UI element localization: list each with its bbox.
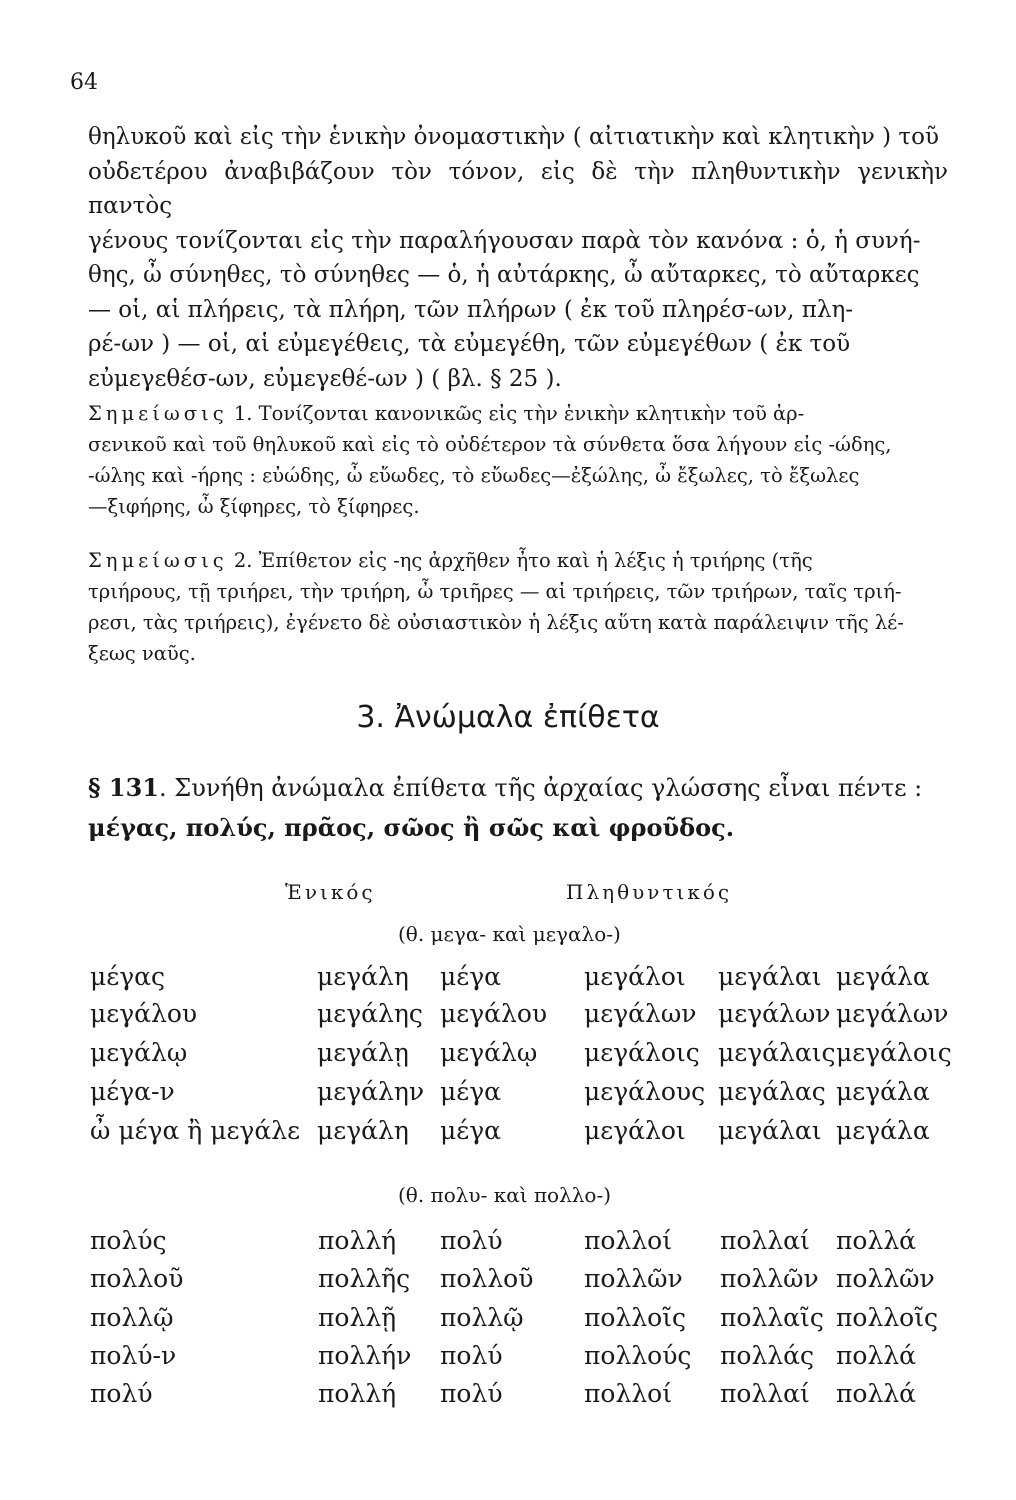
table-cell: πολλῷ (90, 1303, 174, 1332)
table-cell: μεγάλαις (718, 1038, 836, 1067)
table-cell: μεγάλοι (584, 962, 686, 991)
table-cell: μεγάλοι (584, 1116, 686, 1145)
table-row (0, 1077, 1016, 1117)
table-cell: μεγάλα (836, 1077, 930, 1106)
table-cell: πολλῶν (720, 1264, 819, 1293)
section-number: § 131 (88, 773, 160, 802)
table-cell: μεγάλου (440, 999, 548, 1028)
table-cell: πολλαῖς (720, 1303, 824, 1332)
note-text: 2. Ἐπίθετον εἰς -ης ἀρχῆθεν ἦτο καὶ ἡ λέξις ἡ τριήρης (τῆς (233, 549, 813, 572)
table-cell: μεγάλων (584, 999, 697, 1028)
table-cell: πολλοί (584, 1379, 673, 1408)
table-row (0, 1303, 1016, 1343)
table-cell: πολλά (836, 1341, 917, 1370)
note-2 (88, 545, 948, 669)
note-line: σενικοῦ καὶ τοῦ θηλυκοῦ καὶ εἰς τὸ οὐδέτερον τὰ σύνθετα ὅσα λήγουν εἰς -ώδης, (88, 433, 892, 456)
paragraph-line: θης, ὦ σύνηθες, τὸ σύνηθες — ὁ, ἡ αὐτάρκης, ὦ αὔταρκες, τὸ αὔταρκες (88, 262, 920, 288)
table-cell: πολύ (440, 1226, 503, 1255)
table-cell: μεγάλαι (718, 962, 822, 991)
table-cell: πολλούς (584, 1341, 692, 1370)
table-cell: πολλαί (720, 1226, 810, 1255)
paragraph-line: οὐδετέρου ἀναβιβάζουν τὸν τόνον, εἰς δὲ τὴν πληθυντικὴν γενικὴν παντὸς (88, 158, 948, 219)
paragraph-line: — οἱ, αἱ πλήρεις, τὰ πλήρη, τῶν πλήρων ( ἐκ τοῦ πληρέσ-ων, πλη- (88, 296, 854, 323)
note-1 (88, 398, 948, 522)
table-cell: μεγάλας (718, 1077, 826, 1106)
table-cell: πολύ (440, 1341, 503, 1370)
table-cell: μέγα-ν (90, 1077, 175, 1106)
table-cell: πολλοί (584, 1226, 673, 1255)
table-cell: μεγάλην (317, 1077, 425, 1106)
header-plural: Πληθυντικός (566, 880, 733, 904)
section-adjective-list (88, 808, 968, 848)
section-line (88, 768, 968, 808)
section-heading: 3. Ἀνώμαλα ἐπίθετα (356, 700, 660, 735)
table-cell: πολλοῖς (584, 1303, 687, 1332)
table-cell: μεγάλων (836, 999, 949, 1028)
table-row (0, 1038, 1016, 1078)
table-cell: πολύ (440, 1379, 503, 1408)
table-cell: μεγάλης (317, 999, 423, 1028)
page-number: 64 (70, 70, 98, 95)
table-cell: μέγα (440, 1077, 502, 1106)
paragraph-line: ρέ-ων ) — οἱ, αἱ εὐμεγέθεις, τὰ εὐμεγέθη, τῶν εὐμεγέθων ( ἐκ τοῦ (88, 331, 851, 357)
table-cell: πολλοῖς (836, 1303, 939, 1332)
table-cell: ὦ μέγα ἢ μεγάλε (90, 1116, 301, 1145)
body-paragraph (88, 120, 948, 396)
table-cell: πολλῷ (440, 1303, 524, 1332)
section-text: . Συνήθη ἀνώμαλα ἐπίθετα τῆς ἀρχαίας γλώσσης εἶναι πέντε : (159, 774, 923, 802)
table-cell: πολλή (318, 1226, 397, 1255)
paragraph-line: γένους τονίζονται εἰς τὴν παραλήγουσαν παρὰ τὸν κανόνα : ὁ, ἡ συνή- (88, 227, 921, 254)
table-cell: μεγάλους (584, 1077, 706, 1106)
table-row (0, 1264, 1016, 1304)
table-cell: μεγάλα (836, 962, 930, 991)
stem-label-1: (θ. μεγα- καὶ μεγαλο-) (398, 922, 621, 946)
note-line: τριήρους, τῇ τριήρει, τὴν τριήρη, ὦ τριῆρες — αἱ τριήρεις, τῶν τριήρων, ταῖς τριή- (88, 580, 902, 603)
note-line: -ώλης καὶ -ήρης : εὐώδης, ὦ εὔωδες, τὸ εὔωδες—ἐξώλης, ὦ ἔξωλες, τὸ ἔξωλες (88, 464, 860, 487)
note-line (88, 545, 948, 576)
table-cell: πολλῶν (836, 1264, 935, 1293)
table-cell: πολλή (318, 1379, 397, 1408)
table-cell: πολύ-ν (90, 1341, 177, 1370)
table-cell: πολύ (90, 1379, 153, 1408)
table-cell: πολλῇ (318, 1303, 397, 1332)
table-row (0, 962, 1016, 1002)
table-cell: πολλά (836, 1379, 917, 1408)
table-row (0, 1341, 1016, 1381)
table-cell: πολλοῦ (440, 1264, 534, 1293)
table-cell: πολλά (836, 1226, 917, 1255)
table-row (0, 1226, 1016, 1266)
note-label: Σημείωσις (88, 549, 228, 572)
table-cell: πολλαί (720, 1379, 810, 1408)
stem-label-2: (θ. πολυ- καὶ πολλο-) (398, 1183, 612, 1207)
section-131 (88, 768, 968, 848)
table-cell: μεγάλη (317, 962, 409, 991)
table-cell: πολύς (90, 1226, 167, 1255)
table-row (0, 1116, 1016, 1156)
table-cell: μεγάλοις (836, 1038, 952, 1067)
table-cell: μεγάλῳ (440, 1038, 538, 1067)
note-text: 1. Τονίζονται κανονικῶς εἰς τὴν ἑνικὴν κλητικὴν τοῦ ἀρ- (233, 402, 805, 425)
table-cell: πολλάς (720, 1341, 815, 1370)
table-cell: μεγάλη (317, 1116, 409, 1145)
table-row (0, 1379, 1016, 1419)
table-cell: μέγας (90, 962, 166, 991)
table-cell: πολλῶν (584, 1264, 683, 1293)
table-cell: μεγάλων (718, 999, 831, 1028)
note-line (88, 398, 948, 429)
note-line: —ξιφήρης, ὦ ξίφηρες, τὸ ξίφηρες. (88, 495, 420, 518)
note-line: ξεως ναῦς. (88, 642, 196, 665)
note-label: Σημείωσις (88, 402, 228, 425)
table-cell: μεγάλῃ (317, 1038, 409, 1067)
adjective-list: μέγας, πολύς, πρᾶος, σῶος ἢ σῶς καὶ φροῦδος. (88, 813, 735, 842)
table-cell: μέγα (440, 962, 502, 991)
table-cell: μεγάλα (836, 1116, 930, 1145)
note-line: ρεσι, τὰς τριήρεις), ἐγένετο δὲ οὐσιαστικὸν ἡ λέξις αὕτη κατὰ παράλειψιν τῆς λέ- (88, 611, 904, 634)
table-cell: πολλοῦ (90, 1264, 184, 1293)
header-singular: Ἑνικός (285, 880, 376, 904)
paragraph-line: θηλυκοῦ καὶ εἰς τὴν ἑνικὴν ὀνομαστικὴν ( αἰτιατικὴν καὶ κλητικὴν ) τοῦ (88, 124, 939, 150)
table-cell: μεγάλῳ (90, 1038, 188, 1067)
table-cell: πολλήν (318, 1341, 412, 1370)
paragraph-line: εὐμεγεθέσ-ων, εὐμεγεθέ-ων ) ( βλ. § 25 ). (88, 365, 562, 392)
table-cell: μέγα (440, 1116, 502, 1145)
table-cell: πολλῆς (318, 1264, 411, 1293)
table-cell: μεγάλαι (718, 1116, 822, 1145)
table-row (0, 999, 1016, 1039)
table-cell: μεγάλου (90, 999, 198, 1028)
table-cell: μεγάλοις (584, 1038, 700, 1067)
